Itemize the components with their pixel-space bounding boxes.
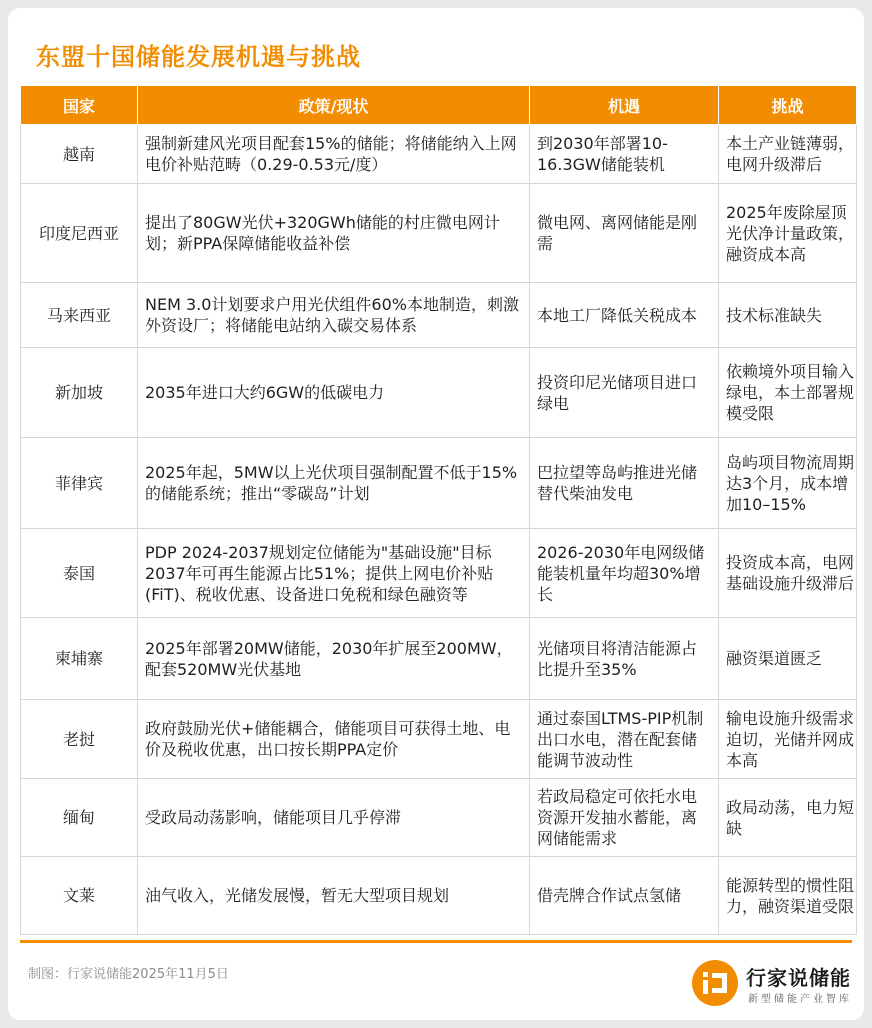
cell-policy: 政府鼓励光伏+储能耦合，储能项目可获得土地、电价及税收优惠，出口按长期PPA定价 [138,700,530,779]
cell-challenge: 技术标准缺失 [719,283,857,348]
cell-country: 文莱 [21,857,138,935]
header-policy: 政策/现状 [138,86,530,125]
cell-country: 柬埔寨 [21,618,138,700]
cell-country: 菲律宾 [21,438,138,529]
cell-challenge: 投资成本高，电网基础设施升级滞后 [719,529,857,618]
cell-policy: PDP 2024-2037规划定位储能为"基础设施"目标2037年可再生能源占比51%；提供上网电价补贴(FiT)、税收优惠、设备进口免税和绿色融资等 [138,529,530,618]
cell-country: 老挝 [21,700,138,779]
asean-storage-table [20,85,857,935]
cell-country: 马来西亚 [21,283,138,348]
cell-country: 泰国 [21,529,138,618]
brand-name: 行家说储能 [746,966,851,990]
header-challenge: 挑战 [719,86,857,125]
cell-opportunity: 巴拉望等岛屿推进光储替代柴油发电 [530,438,719,529]
table-row [21,779,857,857]
table-header-row [21,86,857,125]
page-title: 东盟十国储能发展机遇与挑战 [36,43,361,71]
cell-challenge: 2025年废除屋顶光伏净计量政策，融资成本高 [719,184,857,283]
cell-opportunity: 本地工厂降低关税成本 [530,283,719,348]
infographic-card [8,8,864,1020]
table-row [21,529,857,618]
cell-challenge: 融资渠道匮乏 [719,618,857,700]
table-row [21,348,857,438]
cell-policy: NEM 3.0计划要求户用光伏组件60%本地制造，刺激外资设厂；将储能电站纳入碳交易体系 [138,283,530,348]
cell-opportunity: 光储项目将清洁能源占比提升至35% [530,618,719,700]
cell-challenge: 政局动荡，电力短缺 [719,779,857,857]
header-country: 国家 [21,86,138,125]
cell-challenge: 依赖境外项目输入绿电，本土部署规模受限 [719,348,857,438]
cell-opportunity: 2026-2030年电网级储能装机量年均超30%增长 [530,529,719,618]
table-row [21,857,857,935]
table-row [21,438,857,529]
source-note: 制图：行家说储能2025年11月5日 [28,967,229,982]
brand-logo-icon [692,960,738,1006]
table-row [21,700,857,779]
cell-country: 越南 [21,125,138,184]
cell-opportunity: 若政局稳定可依托水电资源开发抽水蓄能，离网储能需求 [530,779,719,857]
cell-country: 缅甸 [21,779,138,857]
cell-challenge: 本土产业链薄弱，电网升级滞后 [719,125,857,184]
table-row [21,184,857,283]
cell-challenge: 输电设施升级需求迫切，光储并网成本高 [719,700,857,779]
cell-policy: 受政局动荡影响，储能项目几乎停滞 [138,779,530,857]
header-opportunity: 机遇 [530,86,719,125]
table-row [21,125,857,184]
cell-opportunity: 微电网、离网储能是刚需 [530,184,719,283]
cell-policy: 提出了80GW光伏+320GWh储能的村庄微电网计划；新PPA保障储能收益补偿 [138,184,530,283]
cell-policy: 2025年部署20MW储能，2030年扩展至200MW，配套520MW光伏基地 [138,618,530,700]
cell-opportunity: 到2030年部署10-16.3GW储能装机 [530,125,719,184]
cell-policy: 强制新建风光项目配套15%的储能；将储能纳入上网电价补贴范畴（0.29-0.53元/度） [138,125,530,184]
cell-policy: 2035年进口大约6GW的低碳电力 [138,348,530,438]
cell-policy: 油气收入，光储发展慢，暂无大型项目规划 [138,857,530,935]
cell-opportunity: 借壳牌合作试点氢储 [530,857,719,935]
table-row [21,618,857,700]
cell-policy: 2025年起，5MW以上光伏项目强制配置不低于15%的储能系统；推出“零碳岛”计划 [138,438,530,529]
brand-tagline: 新型储能产业智库 [748,994,852,1005]
cell-country: 新加坡 [21,348,138,438]
bottom-divider [20,940,852,943]
brand-block [692,958,852,1010]
table-row [21,283,857,348]
cell-challenge: 岛屿项目物流周期达3个月，成本增加10–15% [719,438,857,529]
cell-country: 印度尼西亚 [21,184,138,283]
cell-opportunity: 通过泰国LTMS-PIP机制出口水电，潜在配套储能调节波动性 [530,700,719,779]
cell-opportunity: 投资印尼光储项目进口绿电 [530,348,719,438]
cell-challenge: 能源转型的惯性阻力，融资渠道受限 [719,857,857,935]
